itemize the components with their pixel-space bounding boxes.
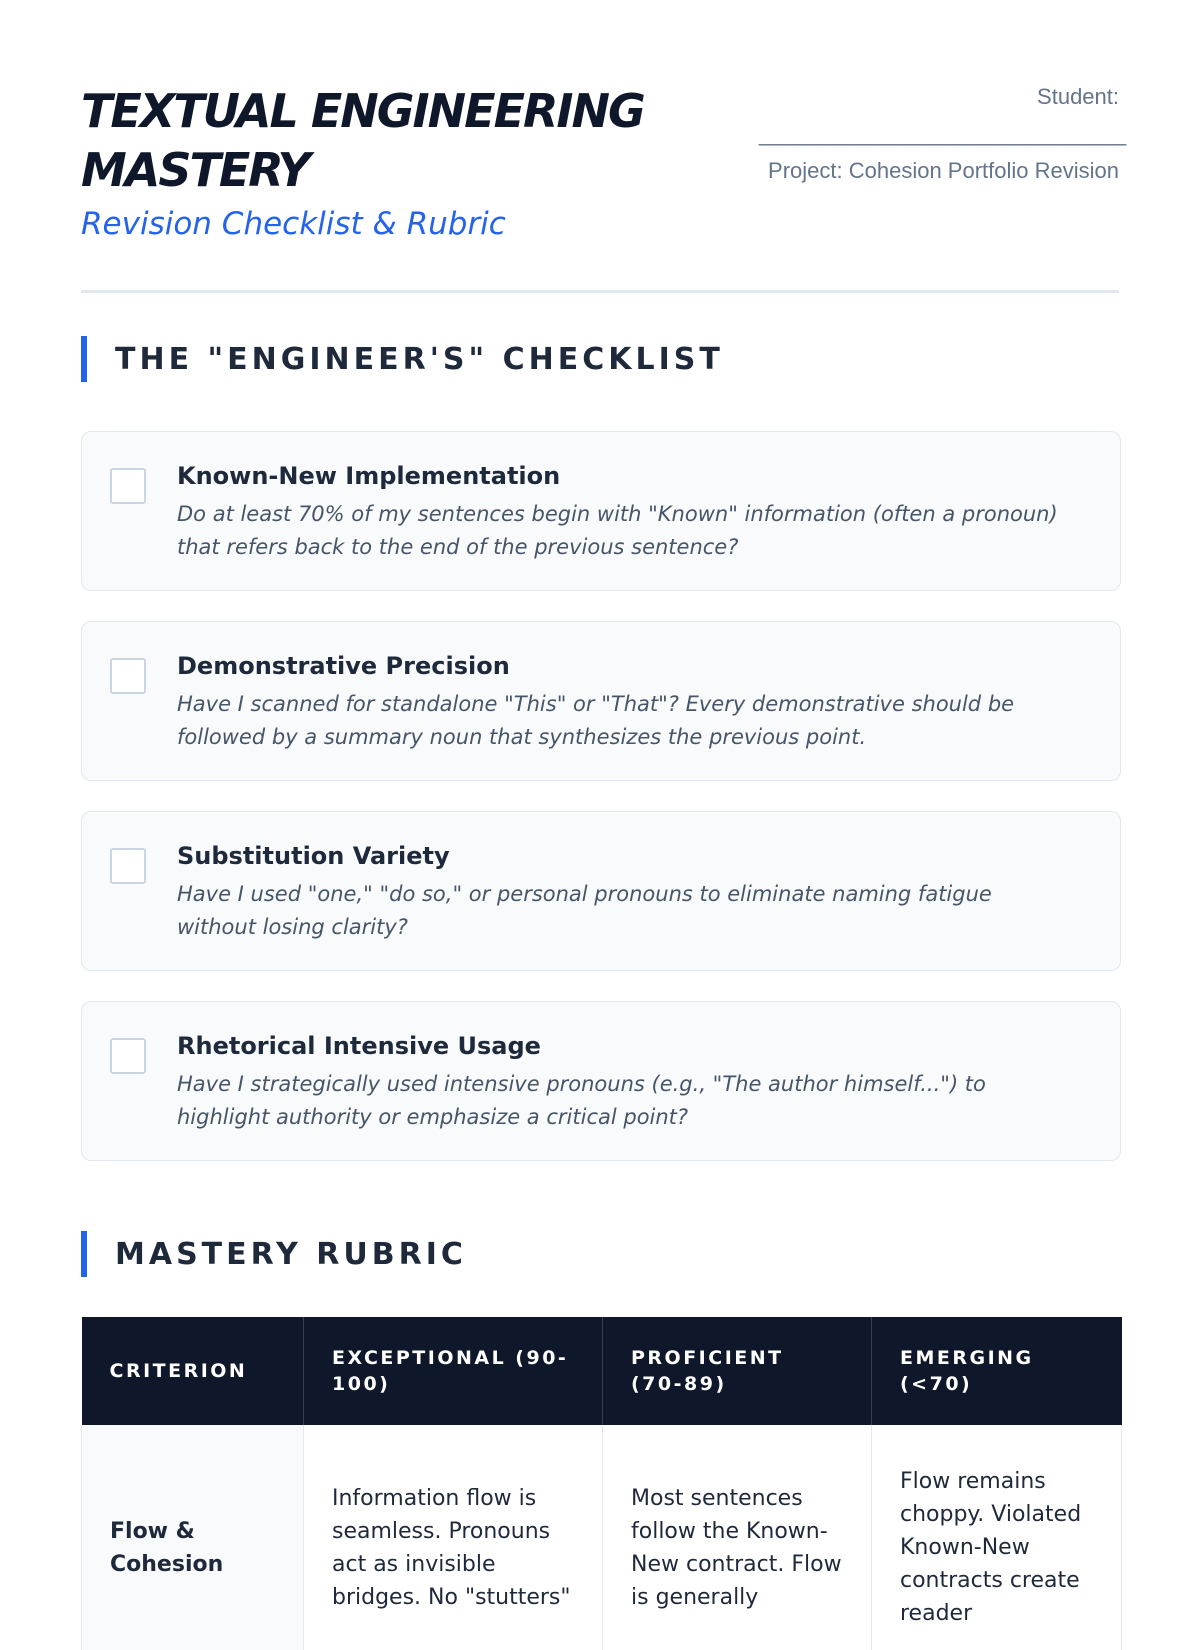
document-header bbox=[81, 0, 1127, 293]
rubric-criterion-cell: Flow & Cohesion bbox=[82, 1425, 304, 1650]
checklist-item bbox=[81, 431, 1121, 591]
checklist-item-title: Known-New Implementation bbox=[177, 462, 561, 490]
checklist-item bbox=[81, 621, 1121, 781]
checklist-item-description: Have I strategically used intensive pronouns (e.g., "The author himself...") to highlight authority or emphasize a critical point? bbox=[177, 1072, 986, 1129]
student-name-line: ______________________________ bbox=[759, 121, 1127, 146]
document-meta bbox=[759, 80, 1127, 187]
rubric-heading: MASTERY RUBRIC bbox=[115, 1236, 467, 1272]
document-subtitle: Revision Checklist & Rubric bbox=[81, 206, 506, 242]
rubric-exceptional-cell: Information flow is seamless. Pronouns act as invisible bridges. No "stutters" bbox=[304, 1425, 603, 1650]
checklist-item-description: Have I scanned for standalone "This" or "That"? Every demonstrative should be followed by a summary noun that synthesizes the previous point. bbox=[177, 692, 1015, 749]
rubric-column-header: CRITERION bbox=[82, 1317, 304, 1425]
document-title: TEXTUAL ENGINEERING MASTERY bbox=[81, 84, 644, 197]
checklist-item-title: Demonstrative Precision bbox=[177, 652, 510, 680]
rubric-emerging-cell: Flow remains choppy. Violated Known-New contracts create reader bbox=[872, 1425, 1122, 1650]
checklist-item-title: Substitution Variety bbox=[177, 842, 450, 870]
checklist-item-title: Rhetorical Intensive Usage bbox=[177, 1032, 541, 1060]
checklist-checkbox[interactable] bbox=[110, 658, 146, 694]
checklist-section-header bbox=[81, 336, 724, 382]
checklist-item bbox=[81, 811, 1121, 971]
project-label: Project: Cohesion Portfolio Revision bbox=[768, 158, 1119, 183]
rubric-column-header: EXCEPTIONAL (90-100) bbox=[304, 1317, 603, 1425]
checklist-item-description: Do at least 70% of my sentences begin with "Known" information (often a pronoun) that refers back to the end of the previous sentence? bbox=[177, 502, 1058, 559]
checklist-checkbox[interactable] bbox=[110, 1038, 146, 1074]
rubric-column-header: PROFICIENT (70-89) bbox=[603, 1317, 872, 1425]
checklist-checkbox[interactable] bbox=[110, 468, 146, 504]
student-label: Student: bbox=[1037, 84, 1119, 109]
rubric-section-header bbox=[81, 1231, 467, 1277]
checklist-item-description: Have I used "one," "do so," or personal pronouns to eliminate naming fatigue without losing clarity? bbox=[177, 882, 992, 939]
table-row bbox=[82, 1425, 1122, 1650]
mastery-rubric-table bbox=[81, 1317, 1122, 1650]
rubric-proficient-cell: Most sentences follow the Known-New contract. Flow is generally bbox=[603, 1425, 872, 1650]
section-accent-bar bbox=[81, 336, 87, 382]
checklist-item bbox=[81, 1001, 1121, 1161]
checklist-heading: THE "ENGINEER'S" CHECKLIST bbox=[115, 341, 724, 377]
section-accent-bar bbox=[81, 1231, 87, 1277]
checklist-checkbox[interactable] bbox=[110, 848, 146, 884]
rubric-column-header: EMERGING (<70) bbox=[872, 1317, 1122, 1425]
rubric-header-row bbox=[82, 1317, 1122, 1425]
